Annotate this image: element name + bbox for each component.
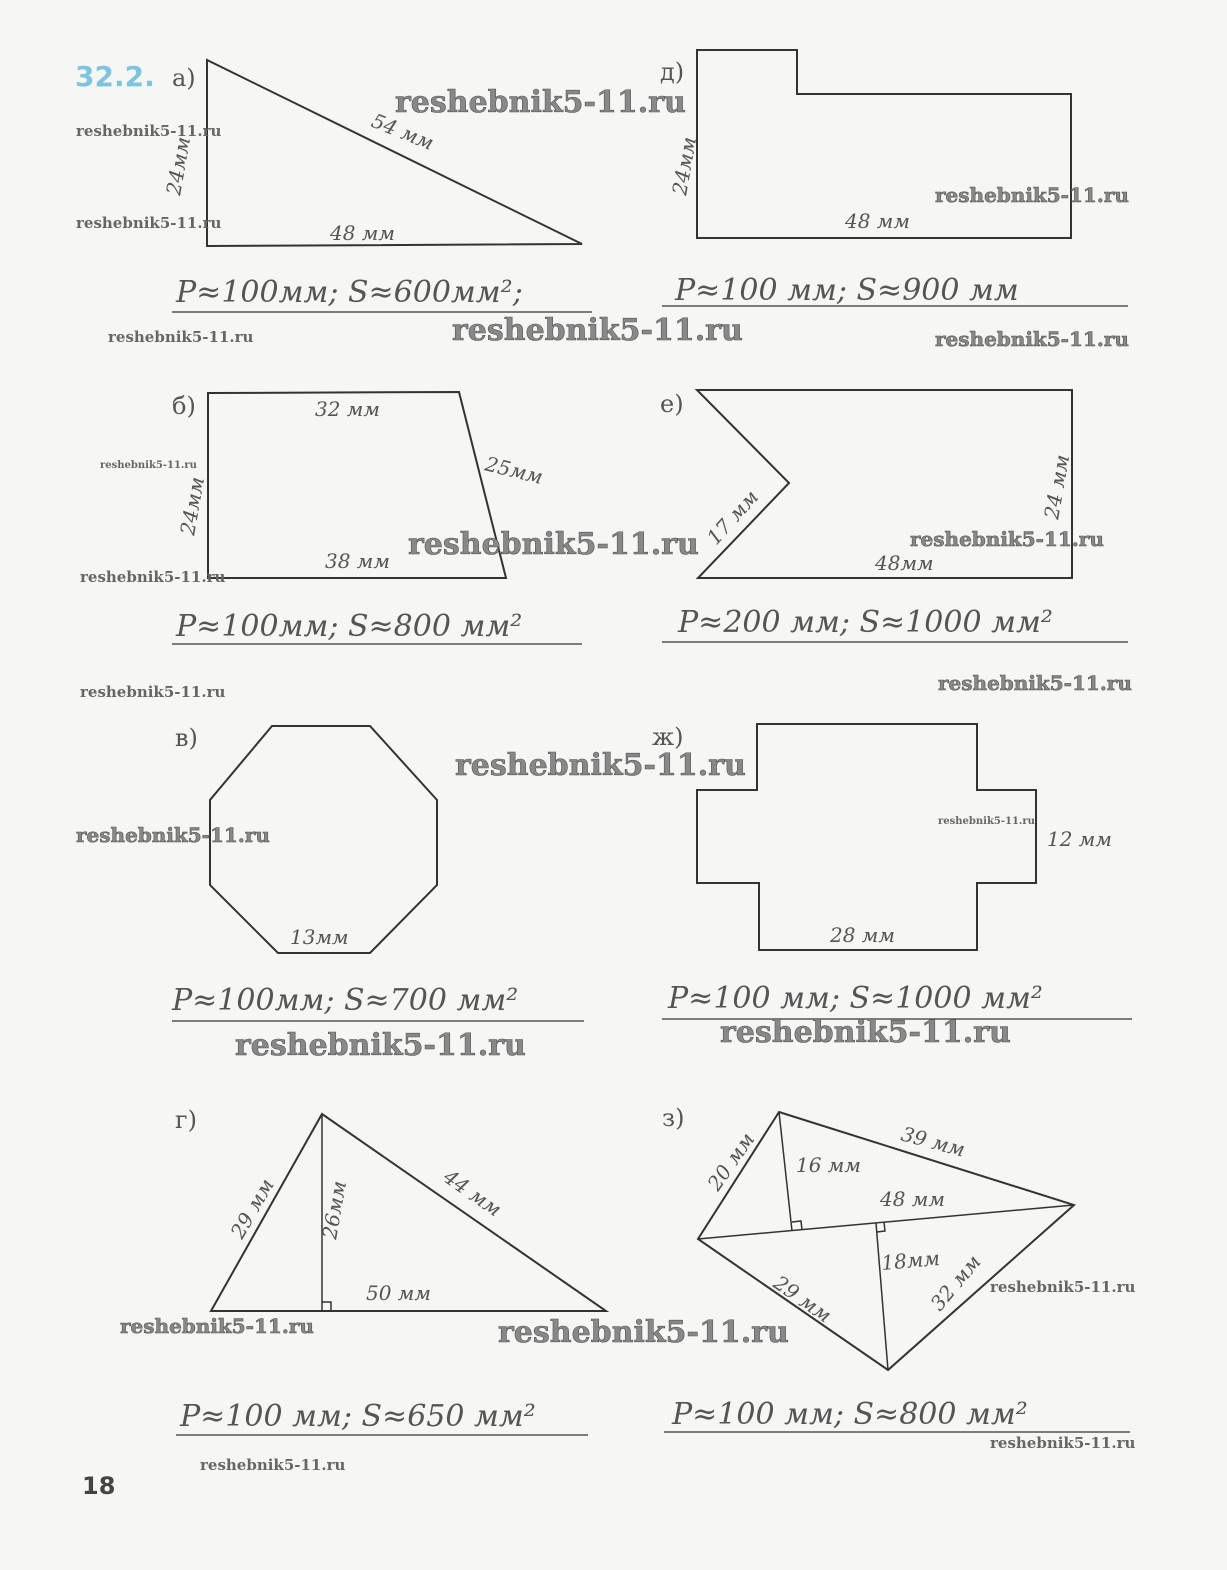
part-b-label: б) xyxy=(172,392,196,420)
part-zh-label: ж) xyxy=(652,723,684,751)
part-e-label: е) xyxy=(660,390,684,418)
dim-g-left: 29 мм xyxy=(225,1174,279,1243)
dim-a-base: 48 мм xyxy=(330,221,395,245)
right-angle-z-upper xyxy=(792,1221,802,1230)
answer-g: P≈100 мм; S≈650 мм² xyxy=(180,1399,536,1434)
watermark: reshebnik5-11.ru xyxy=(935,327,1129,351)
dim-b-top: 32 мм xyxy=(315,397,380,421)
dim-z-upper-height: 16 мм xyxy=(796,1153,861,1177)
answer-d: P≈100 мм; S≈900 мм xyxy=(675,273,1019,308)
answer-zh: P≈100 мм; S≈1000 мм² xyxy=(668,981,1043,1016)
dim-e-side: 24 мм xyxy=(1039,452,1075,521)
watermark: reshebnik5-11.ru xyxy=(452,313,743,348)
figure-zh-cross xyxy=(697,724,1036,950)
part-d xyxy=(660,50,1128,308)
dim-z-upper-left: 20 мм xyxy=(702,1127,760,1195)
dim-d-base: 48 мм xyxy=(845,209,910,233)
part-g-label: г) xyxy=(175,1106,197,1134)
page-number: 18 xyxy=(82,1472,116,1500)
dim-g-height: 26мм xyxy=(317,1178,352,1241)
dim-z-diagonal: 48 мм xyxy=(880,1187,945,1211)
answer-z: P≈100 мм; S≈800 мм² xyxy=(672,1397,1028,1432)
watermark: reshebnik5-11.ru xyxy=(100,460,197,471)
watermark: reshebnik5-11.ru xyxy=(935,183,1129,207)
watermark: reshebnik5-11.ru xyxy=(235,1028,526,1063)
dim-g-right: 44 мм xyxy=(439,1164,507,1222)
dim-z-upper-right: 39 мм xyxy=(898,1121,968,1162)
dim-e-base: 48мм xyxy=(875,551,934,575)
right-angle-z-lower xyxy=(877,1222,885,1232)
watermark: reshebnik5-11.ru xyxy=(990,1434,1136,1452)
part-d-label: д) xyxy=(660,58,685,86)
watermark: reshebnik5-11.ru xyxy=(200,1456,346,1474)
answer-a: P≈100мм; S≈600мм²; xyxy=(176,275,523,310)
watermark: reshebnik5-11.ru xyxy=(455,748,746,783)
height-z-upper xyxy=(779,1112,792,1231)
dim-b-side: 24мм xyxy=(175,474,210,537)
watermark: reshebnik5-11.ru xyxy=(395,85,686,120)
dim-z-lower-left: 29 мм xyxy=(769,1270,837,1328)
part-z xyxy=(662,1104,1130,1432)
dim-v-side: 13мм xyxy=(290,925,349,949)
dim-d-side: 24мм xyxy=(667,134,702,197)
watermark: reshebnik5-11.ru xyxy=(910,527,1104,551)
dim-e-notch: 17 мм xyxy=(701,484,764,550)
answer-v: P≈100мм; S≈700 мм² xyxy=(172,983,519,1018)
dim-b-slant: 25мм xyxy=(482,451,546,490)
watermark: reshebnik5-11.ru xyxy=(120,1314,314,1338)
dim-b-base: 38 мм xyxy=(325,549,390,573)
watermark: reshebnik5-11.ru xyxy=(720,1015,1011,1050)
dim-a-hyp: 54 мм xyxy=(368,108,438,155)
watermark: reshebnik5-11.ru xyxy=(108,328,254,346)
dim-g-base: 50 мм xyxy=(366,1281,431,1305)
exercise-number: 32.2. xyxy=(75,60,155,93)
watermark: reshebnik5-11.ru xyxy=(938,671,1132,695)
watermark: reshebnik5-11.ru xyxy=(990,1278,1136,1296)
part-b xyxy=(172,392,582,644)
answer-e: P≈200 мм; S≈1000 мм² xyxy=(678,605,1053,640)
answer-b: P≈100мм; S≈800 мм² xyxy=(176,609,523,644)
dim-a-side: 24мм xyxy=(161,134,196,197)
watermark: reshebnik5-11.ru xyxy=(76,823,270,847)
part-e xyxy=(660,390,1128,642)
dim-z-lower-height: 18мм xyxy=(880,1245,941,1275)
height-z-lower xyxy=(876,1223,888,1370)
watermark: reshebnik5-11.ru xyxy=(938,816,1035,827)
part-g xyxy=(175,1106,606,1435)
watermark: reshebnik5-11.ru xyxy=(408,527,699,562)
part-z-label: з) xyxy=(662,1104,685,1132)
part-v-label: в) xyxy=(175,724,198,752)
watermark: reshebnik5-11.ru xyxy=(80,683,226,701)
right-angle-g xyxy=(322,1302,331,1311)
dim-zh-base: 28 мм xyxy=(830,923,895,947)
watermark: reshebnik5-11.ru xyxy=(76,214,222,232)
dim-z-lower-right: 32 мм xyxy=(925,1250,986,1316)
dim-zh-arm: 12 мм xyxy=(1047,827,1112,851)
watermark: reshebnik5-11.ru xyxy=(498,1315,789,1350)
watermark: reshebnik5-11.ru xyxy=(80,568,226,586)
part-a-label: а) xyxy=(172,64,196,92)
watermark: reshebnik5-11.ru xyxy=(76,122,222,140)
